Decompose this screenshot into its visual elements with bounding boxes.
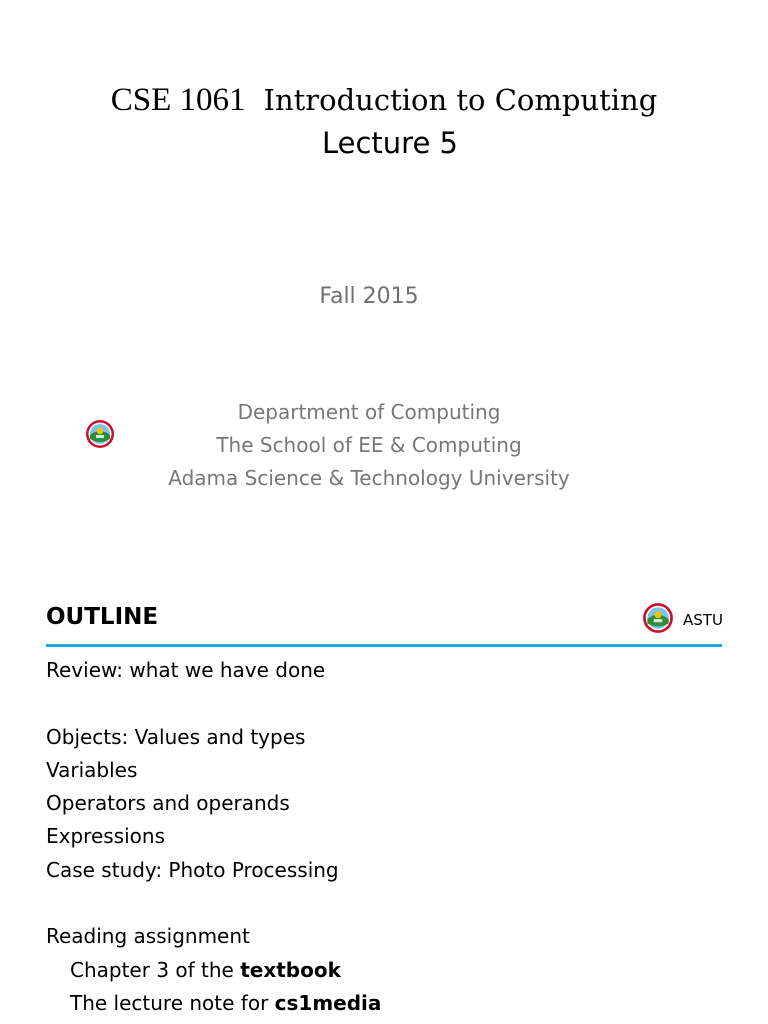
heading-divider (46, 644, 722, 647)
list-item: Objects: Values and types (46, 724, 306, 749)
lecture-number: Lecture 5 (322, 126, 458, 160)
subitem-bold-text: cs1media (274, 990, 382, 1015)
subitem-bold-text: textbook (240, 957, 341, 982)
subitem-text: The lecture note for (70, 990, 275, 1015)
course-code: CSE 1061 (110, 82, 246, 118)
list-item: Reading assignment (46, 924, 250, 949)
list-item: Review: what we have done (46, 658, 326, 682)
list-item: Expressions (46, 824, 165, 849)
affiliation-block (0, 396, 738, 495)
outline-slide (0, 560, 768, 1024)
course-title (0, 82, 768, 119)
university-name: Adama Science & Technology University (168, 466, 570, 490)
slide-heading: OUTLINE (46, 604, 159, 630)
logo-label: ASTU (683, 611, 723, 629)
list-spacer (46, 887, 381, 920)
school-name: The School of EE & Computing (216, 433, 522, 457)
university-seal-icon (642, 602, 674, 634)
outline-list (46, 654, 381, 1020)
list-subitem (46, 954, 381, 987)
list-subitem (46, 987, 381, 1020)
list-item: Variables (46, 757, 138, 782)
subitem-text: Chapter 3 of the (70, 957, 241, 982)
list-item: Operators and operands (46, 791, 290, 816)
course-name: Introduction to Computing (263, 83, 658, 117)
term-label: Fall 2015 (319, 284, 419, 309)
department-name: Department of Computing (237, 400, 501, 424)
list-item: Case study: Photo Processing (46, 857, 339, 882)
list-spacer (46, 687, 381, 720)
